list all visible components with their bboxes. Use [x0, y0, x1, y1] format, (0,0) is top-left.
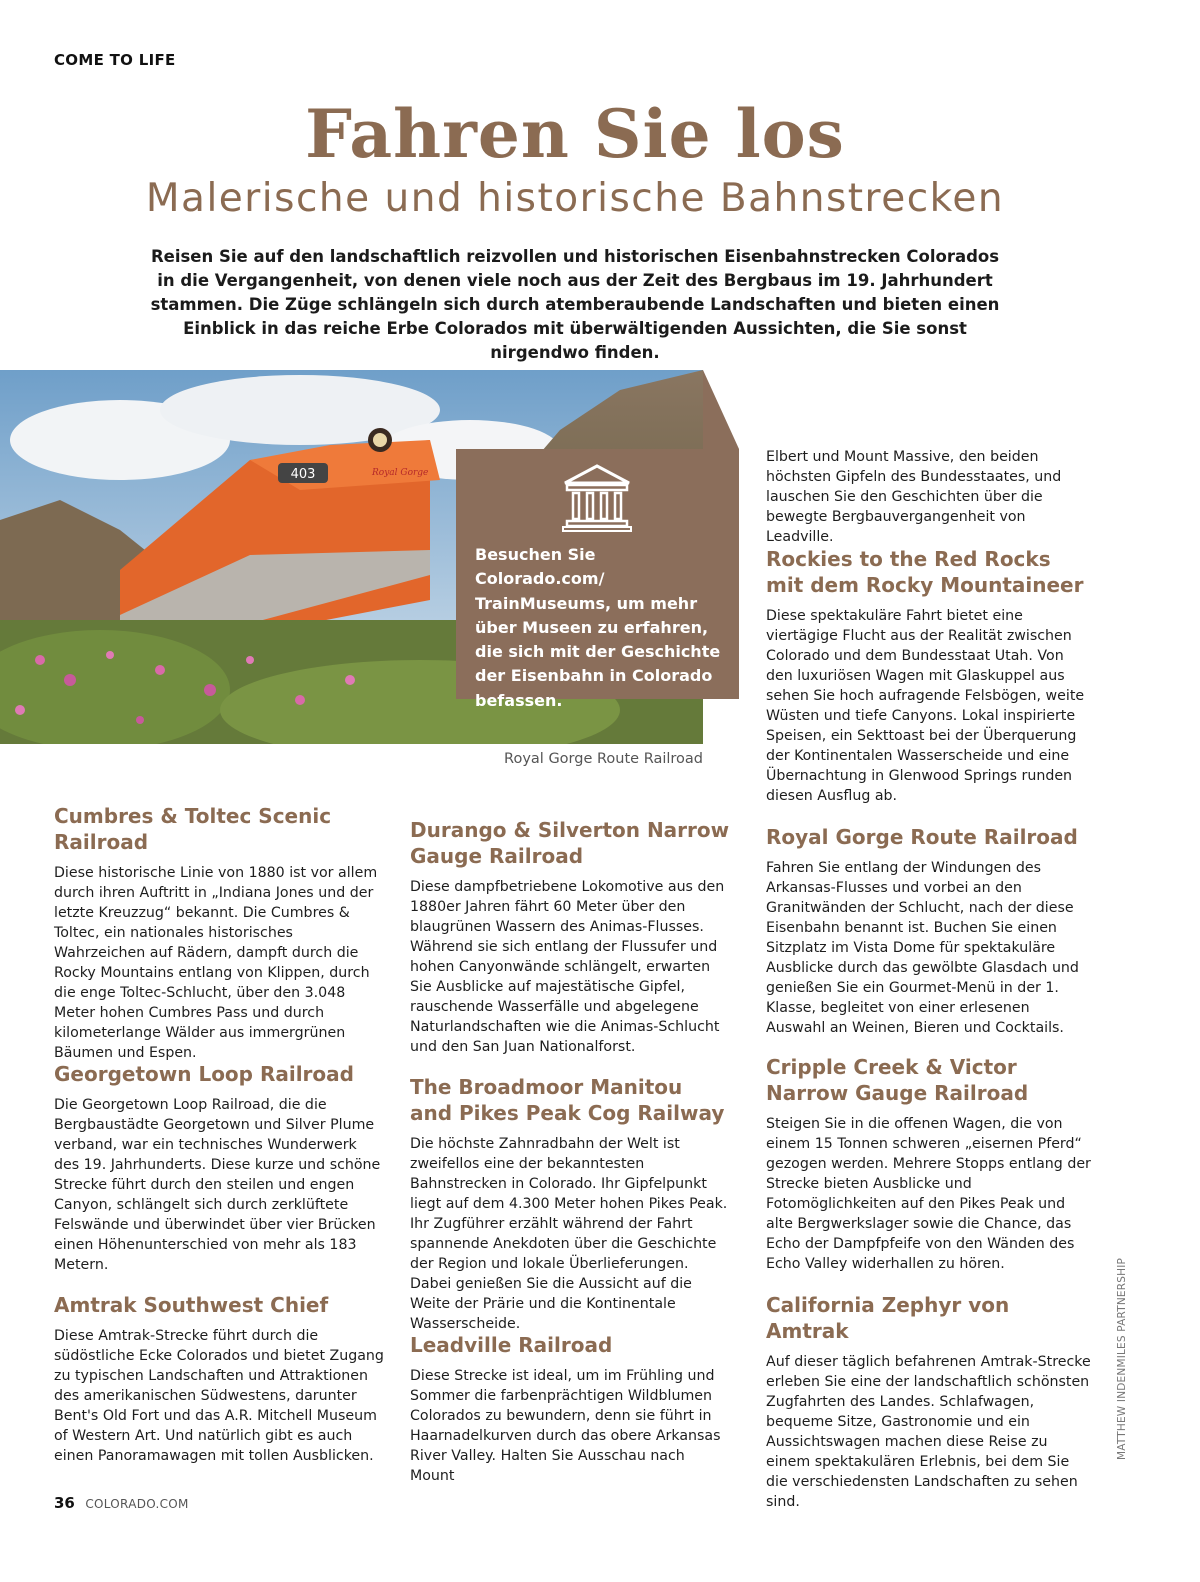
- wildflower: [136, 716, 144, 724]
- section-body: Diese Strecke ist ideal, um im Frühling und Sommer die farbenprächtigen Wildblumen Colorados zu bewundern, denn sie führt in Haarnadelkurven durch das obere Arkansas River Valley. Halten Sie Ausschau nach Mount: [410, 1368, 721, 1484]
- section-body: Diese historische Linie von 1880 ist vor allem durch ihren Auftritt in „Indiana Jones und der letzte Kreuzzug“ bekannt. Die Cumbres & Toltec, ein nationales historisches Wahrzeichen auf Rädern, dampft durch die Rocky Mountains entlang von Klippen, durch die enge Toltec-Schlucht, über den 3.048 Meter hohen Cumbres Pass und durch kilometerlange Wälder aus immergrünen Bäumen und Espen.: [54, 865, 378, 1061]
- section-body: Diese spektakuläre Fahrt bietet eine viertägige Flucht aus der Realität zwischen Colorado und dem Bundesstaat Utah. Von den luxuriösen Wagen mit Glaskuppel aus sehen Sie hoch aufragende Felsbögen, weite Wüsten und tiefe Canyons. Lokal inspirierte Speisen, ein Sekttoast bei der Überquerung der Kontinentalen Wasserscheide und eine Übernachtung in Glenwood Springs runden diesen Ausflug ab.: [766, 608, 1085, 804]
- wildflower: [155, 665, 165, 675]
- wildflower: [35, 655, 45, 665]
- photo-caption: Royal Gorge Route Railroad: [504, 751, 703, 767]
- section-royal-gorge: [766, 824, 1091, 1038]
- section-georgetown-loop: [54, 1061, 384, 1275]
- section-body: Diese dampfbetriebene Lokomotive aus den 1880er Jahren fährt 60 Meter über den blaugrünen Wassern des Animas-Flusses. Während sie sich entlang der Flussufer und hohen Canyonwände schlängelt, erwarten Sie Ausblicke auf majestätische Gipfel, rauschende Wasserfälle und abgelegene Naturlandschaften wie die Animas-Schlucht und den San Juan Nationalforst.: [410, 879, 725, 1055]
- wildflower: [345, 675, 355, 685]
- wildflower: [204, 684, 216, 696]
- intro-paragraph: Reisen Sie auf den landschaftlich reizvollen und historischen Eisenbahnstrecken Colorados in die Vergangenheit, von denen viele noch aus der Zeit des Bergbaus im 19. Jahrhundert stammen. Die Züge schlängeln sich durch atemberaubende Landschaften und bieten einen Einblick in das reiche Erbe Colorados mit überwältigenden Aussichten, die Sie sonst nirgendwo finden.: [150, 247, 1000, 362]
- wildflower: [106, 651, 114, 659]
- section-body: Elbert und Mount Massive, den beiden höchsten Gipfeln des Bundesstaates, und lauschen Sie den Geschichten über die bewegte Bergbauvergangenheit von Leadville.: [766, 449, 1062, 545]
- section-body: Diese Amtrak-Strecke führt durch die südöstliche Ecke Colorados und bietet Zugang zu typischen Landschaften und Attraktionen des amerikanischen Südwestens, darunter Bent's Old Fort und das A.R. Mitchell Museum of Western Art. Und natürlich gibt es auch einen Panoramawagen mit tollen Ausblicken.: [54, 1328, 384, 1464]
- wildflower: [64, 674, 76, 686]
- section-leadville-continued: [766, 447, 1091, 547]
- photo-credit: [1116, 1250, 1132, 1460]
- section-body: Auf dieser täglich befahrenen Amtrak-Strecke erleben Sie eine der landschaftlich schönsten Zugfahrten des Landes. Schlafwagen, bequeme Sitze, Gastronomie und ein Aussichtswagen machen diese Reise zu einem spektakulären Erlebnis, bei dem Sie die verschiedensten Landschaften zu sehen sind.: [766, 1354, 1091, 1510]
- section-title: Royal Gorge Route Railroad: [766, 825, 1078, 849]
- section-body: Steigen Sie in die offenen Wagen, die von einem 15 Tonnen schweren „eisernen Pferd“ gezogen werden. Mehrere Stopps entlang der Strecke bieten Ausblicke und Fotomöglichkeiten auf den Pikes Peak und alte Bergwerkslager sowie die Chance, das Echo der Dampfpfeife von den Wänden des Echo Valley widerhallen zu hören.: [766, 1116, 1091, 1272]
- section-title: Durango & Silverton Narrow Gauge Railroad: [410, 818, 730, 868]
- section-cripple-creek-victor: [766, 1054, 1091, 1274]
- photo-credit-text: MATTHEW INDENMILES PARTNERSHIP: [1116, 1257, 1128, 1460]
- section-title: Cumbres & Toltec Scenic Railroad: [54, 804, 332, 854]
- section-broadmoor-cog-railway: [410, 1074, 730, 1334]
- wildflower: [295, 695, 305, 705]
- page-number: 36: [54, 1494, 75, 1512]
- callout-text: Besuchen Sie Colorado.com/ TrainMuseums, um mehr über Museen zu erfahren, die sich mit der Geschichte der Eisenbahn in Colorado befassen.: [475, 545, 721, 710]
- locomotive-number: 403: [290, 467, 316, 482]
- headlight-glass: [373, 433, 387, 447]
- section-body: Die höchste Zahnradbahn der Welt ist zweifellos eine der bekanntesten Bahnstrecken in Colorado. Ihr Gipfelpunkt liegt auf dem 4.300 Meter hohen Pikes Peak. Ihr Zugführer erzählt während der Fahrt spannende Anekdoten über die Geschichte der Region und lokale Überlieferungen. Dabei genießen Sie die Aussicht auf die Weite der Prärie und die Kontinentale Wasserscheide.: [410, 1136, 728, 1332]
- section-title: The Broadmoor Manitou and Pikes Peak Cog Railway: [410, 1075, 725, 1125]
- page-title: Fahren Sie los: [305, 95, 845, 173]
- page-footer: [54, 1494, 189, 1512]
- section-title: Cripple Creek & Victor Narrow Gauge Railroad: [766, 1055, 1029, 1105]
- footer-site: COLORADO.COM: [85, 1497, 189, 1511]
- section-amtrak-southwest-chief: [54, 1292, 384, 1466]
- wildflower: [15, 705, 25, 715]
- wildflower: [246, 656, 254, 664]
- section-kicker: COME TO LIFE: [54, 51, 176, 69]
- section-title: Leadville Railroad: [410, 1333, 613, 1357]
- section-title: Amtrak Southwest Chief: [54, 1293, 329, 1317]
- section-body: Die Georgetown Loop Railroad, die die Bergbaustädte Georgetown und Silver Plume verband, war ein technisches Wunderwerk des 19. Jahrhunderts. Diese kurze und schöne Strecke führt durch den steilen und engen Canyon, schlängelt sich durch zerklüftete Felswände und überwindet über vier Brücken einen Höhenunterschied von mehr als 183 Metern.: [54, 1097, 381, 1273]
- section-body: Fahren Sie entlang der Windungen des Arkansas-Flusses und vorbei an den Granitwänden der Schlucht, nach der diese Eisenbahn benannt ist. Buchen Sie einen Sitzplatz im Vista Dome für spektakuläre Ausblicke durch das gewölbte Glasdach und genießen Sie ein Gourmet-Menü in der 1. Klasse, begleitet von einer erlesenen Auswahl an Weinen, Bieren und Cocktails.: [766, 860, 1079, 1036]
- callout-fold-corner: [703, 370, 739, 449]
- museum-temple-icon: [562, 463, 632, 533]
- section-cumbres-toltec: [54, 803, 384, 1063]
- section-durango-silverton: [410, 817, 730, 1057]
- section-title: California Zephyr von Amtrak: [766, 1293, 1010, 1343]
- section-rockies-red-rocks: [766, 546, 1091, 806]
- section-title: Rockies to the Red Rocks mit dem Rocky Mountaineer: [766, 547, 1084, 597]
- page-subtitle: Malerische und historische Bahnstrecken: [145, 176, 1005, 221]
- section-leadville-railroad: [410, 1332, 730, 1486]
- locomotive-brand: Royal Gorge: [372, 468, 429, 478]
- section-title: Georgetown Loop Railroad: [54, 1062, 354, 1086]
- section-california-zephyr: [766, 1292, 1091, 1512]
